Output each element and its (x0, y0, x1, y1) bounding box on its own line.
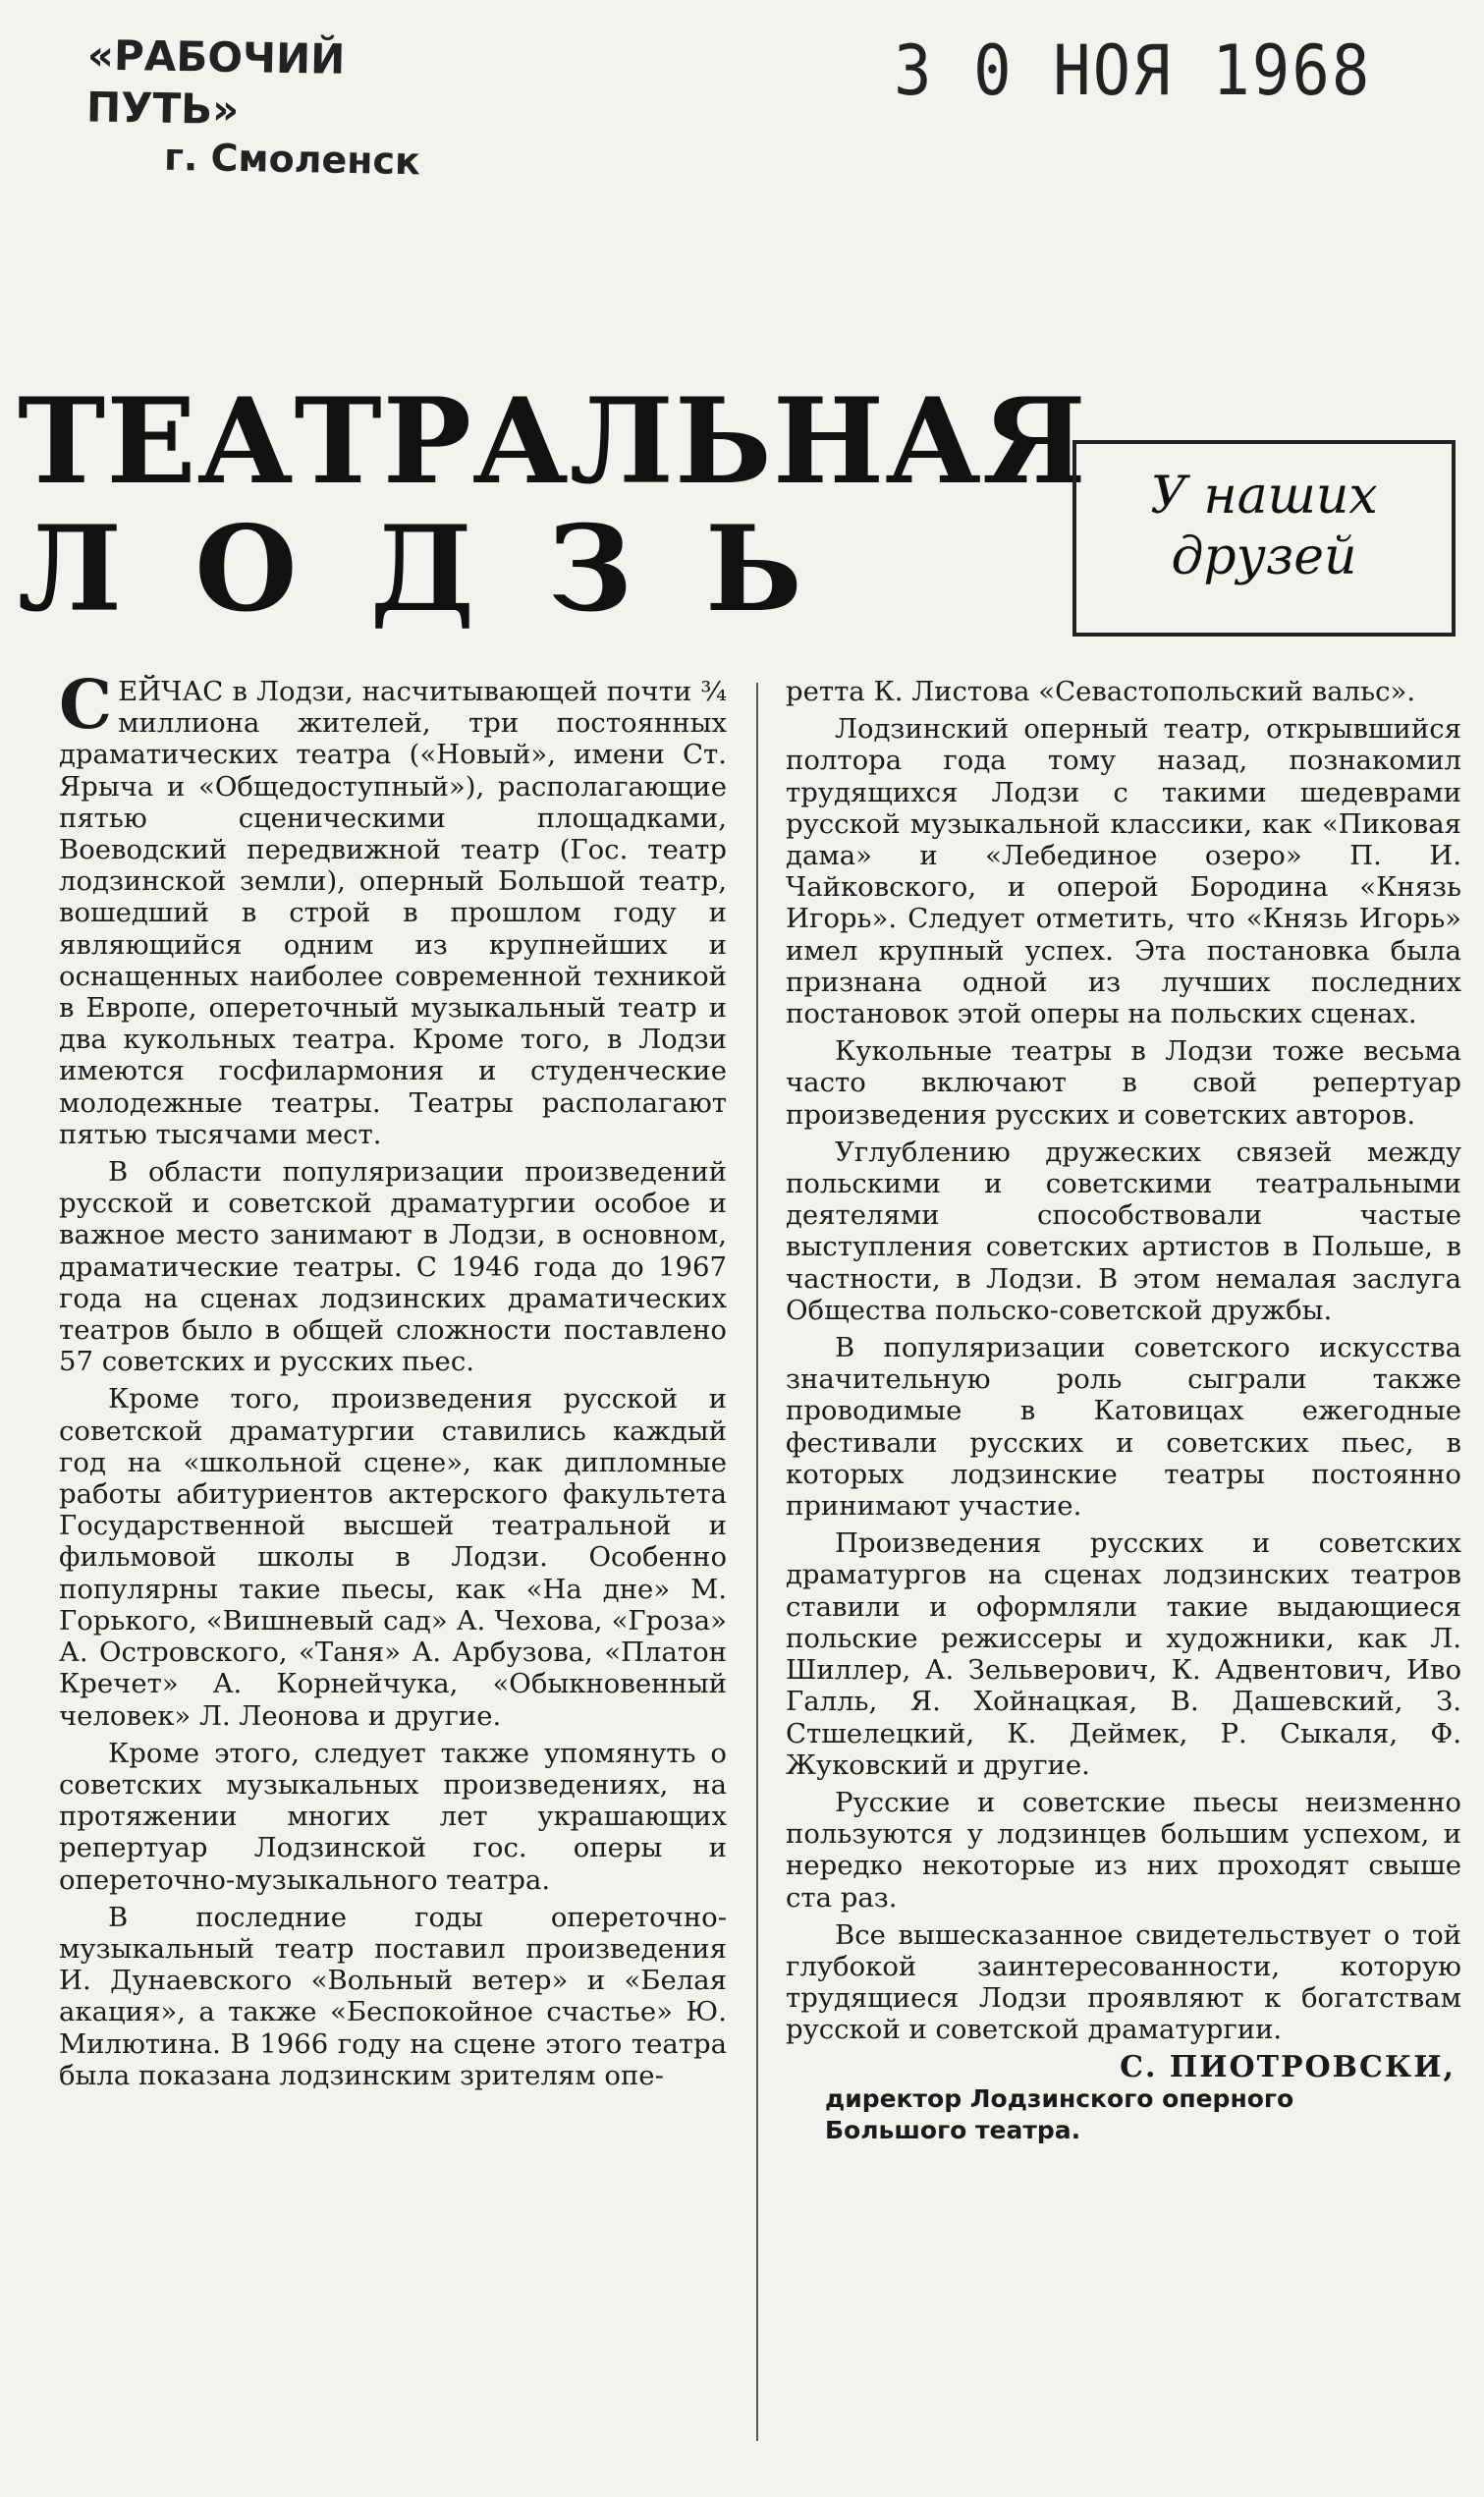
newspaper-city: г. Смоленск (163, 135, 421, 184)
article-paragraph: Кроме того, произведения русской и советской драматургии ставились каждый год на «школьной сцене», как дипломные работы абитуриентов актерского факультета Государственной высшей театральной и фильмовой школы в Лодзи. Особенно популярны такие пьесы, как «На дне» М. Горького, «Вишневый сад» А. Чехова, «Гроза» А. Островского, «Таня» А. Арбузова, «Платон Кречет» А. Корнейчука, «Обыкновенный человек» Л. Леонова и другие. (59, 1383, 727, 1732)
article-column-left (59, 666, 727, 2097)
article-paragraph: В области популяризации произведений русской и советской драматургии особое и важное место занимают в Лодзи, в основном, драматические театры. С 1946 года до 1967 года на сценах лодзинских драматических театров было в общей сложности поставлено 57 советских и русских пьес. (59, 1156, 727, 1378)
column-divider (756, 683, 758, 2441)
author-name: С. ПИОТРОВСКИ, (1120, 2049, 1456, 2084)
rubric-box (1072, 440, 1456, 637)
article-paragraph: Кроме этого, следует также упомянуть о советских музыкальных произведениях, на протяжении многих лет украшающих репертуар Лодзинской гос. оперы и опереточно-музыкального театра. (59, 1737, 727, 1896)
date-stamp: 3 0 НОЯ 1968 (894, 31, 1372, 112)
drop-cap: С (59, 666, 113, 745)
article-paragraph: Все вышесказанное свидетельствует о той глубокой заинтересованности, которую трудящиеся Лодзи проявляют к богатствам русской и советской драматургии. (786, 1918, 1461, 2046)
headline (18, 372, 1087, 638)
article-paragraph: Кукольные театры в Лодзи тоже весьма часто включают в свой репертуар произведения русских и советских авторов. (786, 1035, 1461, 1131)
headline-line-2: ЛОДЗЬ (18, 499, 875, 638)
author-role-line-2: Большого театра. (825, 2115, 1081, 2144)
rubric-line-1: У наших (1150, 467, 1378, 526)
article-paragraph: ретта К. Листова «Севастопольский вальс». (786, 676, 1416, 707)
author-role (786, 2083, 1461, 2146)
newspaper-name: «РАБОЧИЙ ПУТЬ» (85, 30, 346, 134)
article-paragraph: Углублению дружеских связей между польскими и советскими театральными деятелями способствовали частые выступления советских артистов в Польше, в частности, в Лодзи. В этом немалая заслуга Общества польско-советской дружбы. (786, 1136, 1461, 1326)
article-paragraph: СЕЙЧАС в Лодзи, насчитывающей почти ¾ миллиона жителей, три постоянных драматических театра («Новый», имени Ст. Ярыча и «Общедоступный»), располагающие пятью сценическими площадками, Воеводский передвижной театр (Гос. театр лодзинской земли), оперный Большой театр, вошедший в строй в прошлом году и являющийся одним из крупнейших и оснащенных наиболее современной техникой в Европе, опереточный музыкальный театр и два кукольных театра. Кроме того, в Лодзи имеются госфилармония и студенческие молодежные театры. Театры располагают пятью тысячами мест. (59, 666, 727, 1150)
article-paragraph: Произведения русских и советских драматургов на сценах лодзинских театров ставили и оформляли такие выдающиеся польские режиссеры и художники, как Л. Шиллер, А. Зельверович, К. Адвентович, Иво Галль, Я. Хойнацкая, В. Дашевский, З. Стшелецкий, К. Деймек, Р. Сыкаля, Ф. Жуковский и другие. (786, 1527, 1461, 1781)
rubric-line-2: друзей (1171, 527, 1357, 587)
article-paragraph: В последние годы опереточно-музыкальный театр поставил произведения И. Дунаевского «Вольный ветер» и «Белая акация», а также «Беспокойное счастье» Ю. Милютина. В 1966 году на сцене этого театра была показана лодзинским зрителям опе- (59, 1901, 727, 2091)
article-paragraph: В популяризации советского искусства значительную роль сыграли также проводимые в Катовицах ежегодные фестивали русских и советских пьес, в которых лодзинские театры постоянно принимают участие. (786, 1332, 1461, 1523)
newspaper-stamp (85, 29, 501, 187)
author-role-line-1: директор Лодзинского оперного (825, 2083, 1294, 2113)
article-paragraph: Русские и советские пьесы неизменно пользуются у лодзинцев большим успехом, и нередко некоторые из них проходят свыше ста раз. (786, 1786, 1461, 1914)
article-column-right (786, 676, 1461, 2146)
article-paragraph: Лодзинский оперный театр, открывшийся полтора года тому назад, познакомил трудящихся Лодзи с такими шедеврами русской музыкальной классики, как «Пиковая дама» и «Лебединое озеро» П. И. Чайковского, и оперой Бородина «Князь Игорь». Следует отметить, что «Князь Игорь» имел крупный успех. Эта постановка была признана одной из лучших последних постановок этой оперы на польских сценах. (786, 713, 1461, 1030)
headline-line-1: ТЕАТРАЛЬНАЯ (18, 372, 1087, 511)
